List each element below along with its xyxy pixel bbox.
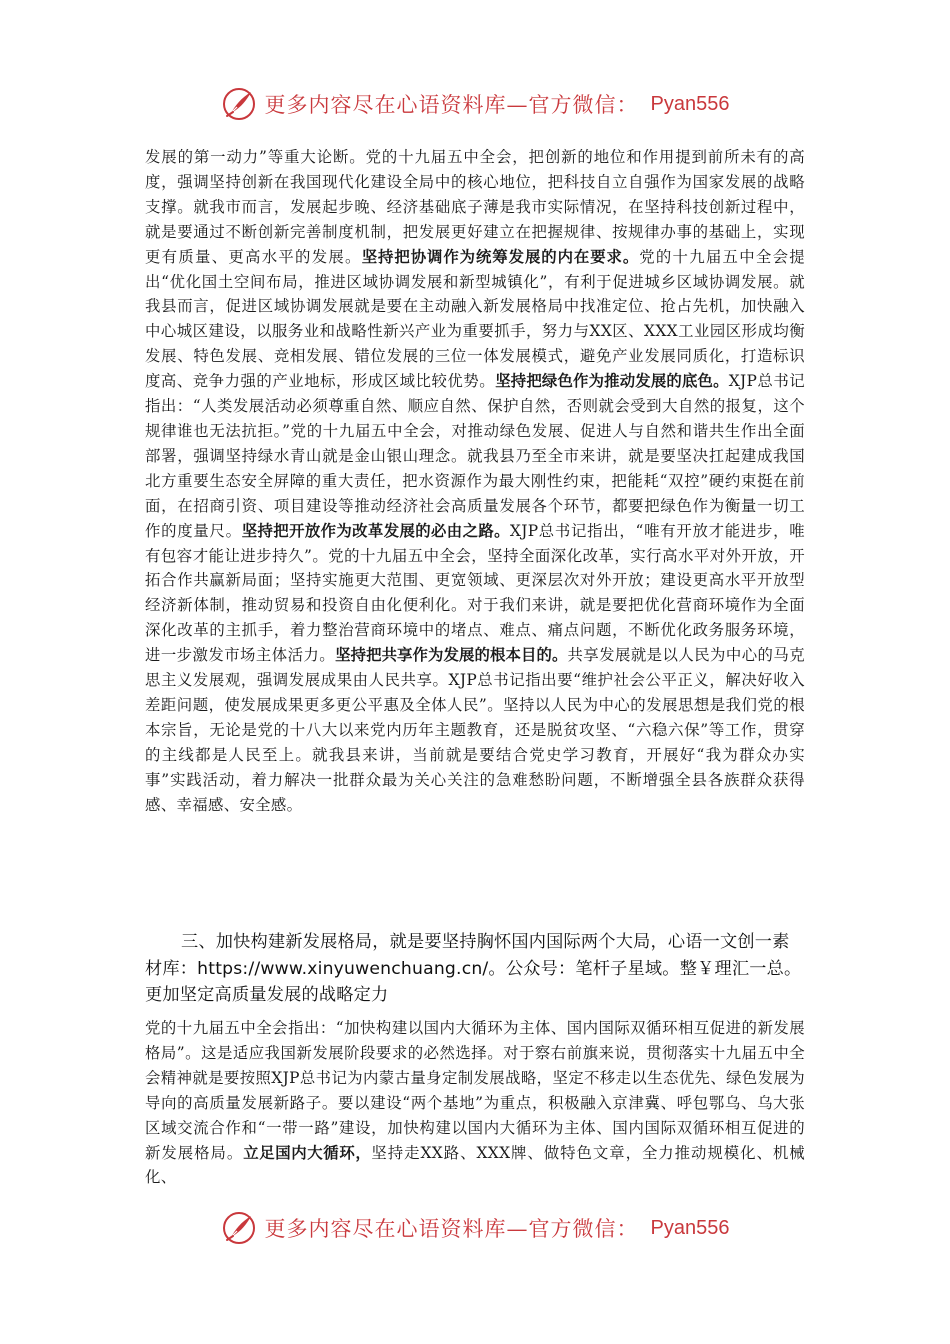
p1-bold-green: 坚持把绿色作为推动发展的底色。 bbox=[495, 372, 729, 391]
p1-seg-0: 发展的第一动力”等重大论断。党的十九届五中全会，把创新的地位和作用提到前所未有的高度，强调坚持创新在我国现代化建设全局中的核心地位，把科技自立自强作为国家发展的战略支撑。就我市而言，发展起步晚、经济基础底子薄是我市实际情况，在坚持科技创新过程中，就是要通过不断创新完善制度机制，把发展更好建立在把握规律、按规律办事的基础上，实现更有质量、更高水平的发展。 bbox=[145, 148, 805, 266]
p3-seg-2: 坚持走XX路、XXX牌、做特色文章，全力推动规模化、机械化、 bbox=[145, 1143, 805, 1187]
p1-seg-8: 共享发展就是以人民为中心的马克思主义发展观，强调发展成果由人民共享。XJP总书记指出要“维护社会公平正义，解决好收入差距问题，使发展成果更多更公平惠及全体人民”。坚持以人民为中心的发展思想是我们党的根本宗旨，无论是党的十八大以来党内历年主题教育，还是脱贫攻坚、“六稳六保”等工作，贯穿的主线都是人民至上。就我县来讲，当前就是要结合党史学习教育，开展好“我为群众办实事”实践活动，着力解决一批群众最为关心关注的急难愁盼问题，不断增强全县各族群众获得感、幸福感、安全感。 bbox=[145, 646, 805, 814]
p1-seg-6: XJP总书记指出，“唯有开放才能进步，唯有包容才能让进步持久”。党的十九届五中全会，坚持全面深化改革，实行高水平对外开放，开拓合作共赢新局面；坚持实施更大范围、更宽领域、更深层次对外开放；建设更高水平开放型经济新体制，推动贸易和投资自由化便利化。对于我们来讲，就是要把优化营商环境作为全面深化改革的主抓手，着力整治营商环境中的堵点、难点、痛点问题，不断优化政务服务环境，进一步激发市场主体活力。 bbox=[145, 521, 805, 665]
footer-banner bbox=[0, 1208, 950, 1248]
wechat-handle: Pyan556 bbox=[650, 1216, 730, 1239]
banner-text: 更多内容尽在心语资料库—官方微信： bbox=[264, 93, 639, 117]
body-paragraph-1 bbox=[145, 145, 805, 817]
p1-bold-coordination: 坚持把协调作为统筹发展的内在要求。 bbox=[361, 247, 640, 266]
body-paragraph-3 bbox=[145, 1016, 805, 1190]
banner-text: 更多内容尽在心语资料库—官方微信： bbox=[264, 1217, 639, 1241]
quill-pen-circle-icon bbox=[221, 86, 257, 122]
p3-bold-domestic: 立足国内大循环， bbox=[243, 1143, 372, 1162]
section-heading-3: 三、加快构建新发展格局，就是要坚持胸怀国内国际两个大局，心语一文创一素材库：https://www.xinyuwenchuang.cn/。公众号：笔杆子星域。整￥理汇一总。更加坚定高质量发展的战略定力 bbox=[145, 932, 802, 1005]
p1-seg-2: 党的十九届五中全会提出“优化国土空间布局，推进区域协调发展和新型城镇化”，有利于促进城乡区域协调发展。就我县而言，促进区域协调发展就是要在主动融入新发展格局中找准定位、抢占先机，加快融入中心城区建设，以服务业和战略性新兴产业为重要抓手，努力与XX区、XXX工业园区形成均衡发展、特色发展、竞相发展、错位发展的三位一体发展模式，避免产业发展同质化，打造标识度高、竞争力强的产业地标，形成区域比较优势。 bbox=[145, 247, 805, 391]
quill-pen-circle-icon bbox=[221, 1210, 257, 1246]
p3-seg-0: 党的十九届五中全会指出：“加快构建以国内大循环为主体、国内国际双循环相互促进的新发展格局”。这是适应我国新发展阶段要求的必然选择。对于察右前旗来说，贯彻落实十九届五中全会精神就是要按照XJP总书记为内蒙古量身定制发展战略，坚定不移走以生态优先、绿色发展为导向的高质量发展新路子。要以建设“两个基地”为重点，积极融入京津冀、呼包鄂乌、乌大张区域交流合作和“一带一路”建设，加快构建以国内大循环为主体、国内国际双循环相互促进的新发展格局。 bbox=[145, 1019, 805, 1162]
p1-bold-opening: 坚持把开放作为改革发展的必由之路。 bbox=[241, 521, 510, 540]
wechat-handle: Pyan556 bbox=[650, 92, 730, 115]
header-banner bbox=[0, 84, 950, 124]
p1-bold-sharing: 坚持把共享作为发展的根本目的。 bbox=[335, 646, 568, 665]
p1-seg-4: XJP总书记指出：“人类发展活动必须尊重自然、顺应自然、保护自然，否则就会受到大自然的报复，这个规律谁也无法抗拒。”党的十九届五中全会，对推动绿色发展、促进人与自然和谐共生作出全面部署，强调坚持绿水青山就是金山银山理念。就我县乃至全市来讲，就是要坚决扛起建成我国北方重要生态安全屏障的重大责任，把水资源作为最大刚性约束，把能耗“双控”硬约束挺在前面，在招商引资、项目建设等推动经济社会高质量发展各个环节，都要把绿色作为衡量一切工作的度量尺。 bbox=[145, 372, 805, 540]
